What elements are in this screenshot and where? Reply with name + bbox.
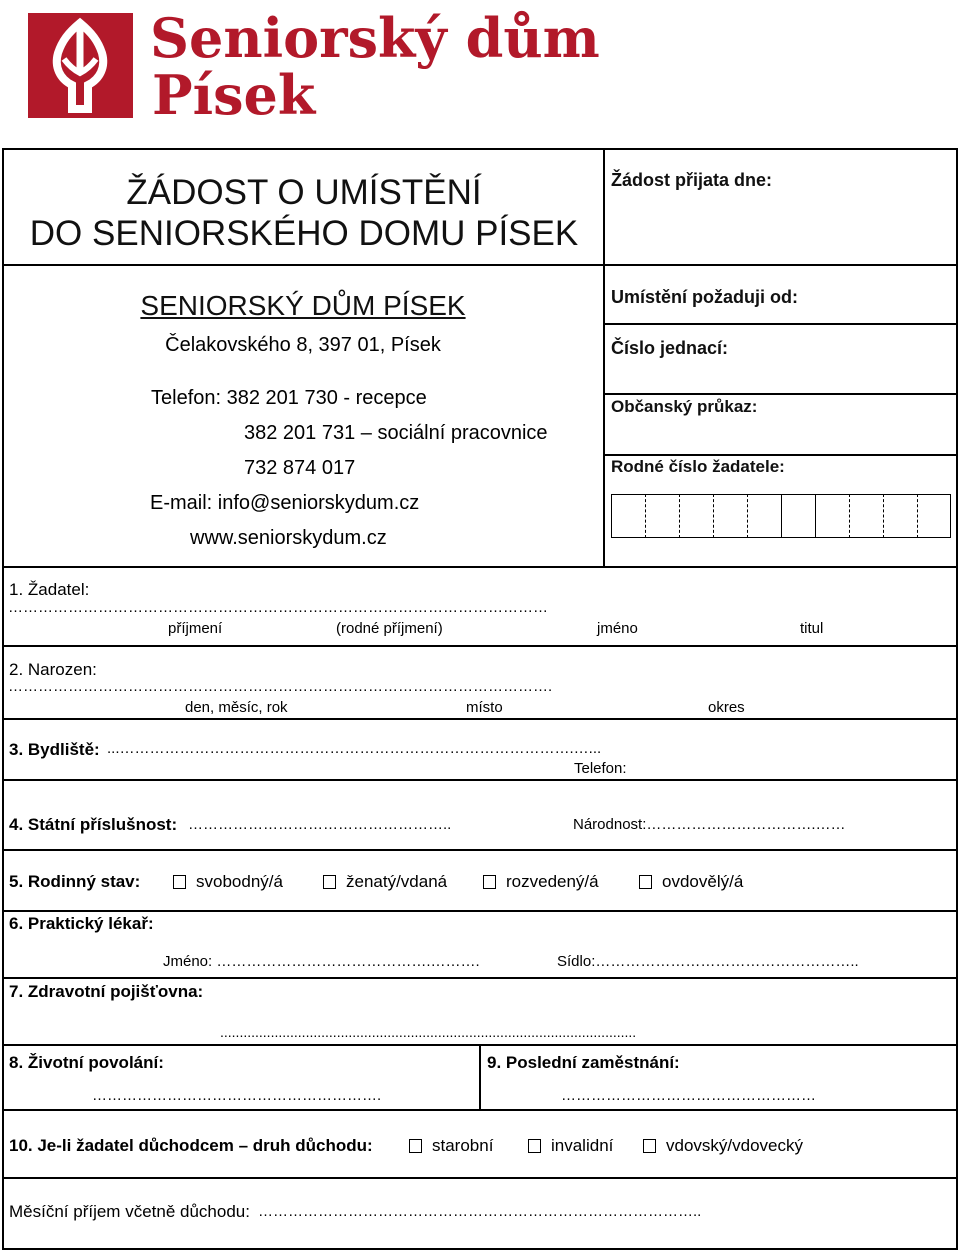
logo-mark [28,13,133,118]
checkbox[interactable] [643,1139,656,1153]
frame-bottom [2,1248,958,1250]
born-field[interactable]: ………………………………………………………………………………………………. [8,678,553,695]
frame-top [2,148,958,150]
last-employment-label: 9. Poslední zaměstnání: [487,1053,680,1072]
placement-from-label: Umístění požaduji od: [611,287,798,307]
phone-mobile: 732 874 017 [244,457,356,479]
checkbox[interactable] [173,875,186,889]
residence-field[interactable]: ...……………………………………………………………………………….…... [107,740,602,757]
pension-option-widow[interactable] [643,1136,803,1156]
phone-social: 382 201 731 – sociální pracovnice [244,422,548,444]
option-label: rozvedený/á [506,872,599,891]
marital-option-divorced[interactable] [483,872,599,892]
email[interactable]: E-mail: info@seniorskydum.cz [150,492,420,514]
checkbox[interactable] [323,875,336,889]
divider [603,454,958,456]
pension-option-disability[interactable] [528,1136,613,1156]
title-caption: titul [800,620,824,637]
first-name-caption: jméno [597,620,638,637]
checkbox[interactable] [528,1139,541,1153]
born-label: 2. Narozen: [9,660,97,679]
form-title-line2: DO SENIORSKÉHO DOMU PÍSEK [29,214,579,253]
marital-option-single[interactable] [173,872,283,892]
form-title [4,172,604,254]
phone-reception: Telefon: 382 201 730 - recepce [151,387,427,409]
received-date-label: Žádost přijata dne: [611,170,773,190]
applicant-label: 1. Žadatel: [9,580,90,599]
monthly-income-field[interactable]: …………………………………………………………………………….. [258,1203,702,1220]
option-label: ženatý/vdaná [346,872,448,891]
marital-option-widowed[interactable] [639,872,743,892]
divider [2,1109,958,1111]
phone-caption: Telefon: [574,760,627,777]
grid-cell [679,494,680,538]
applicant-field[interactable]: ……………………………………………………………………………………………… [8,599,548,616]
birth-number-label: Rodné číslo žadatele: [611,457,785,476]
marital-option-married[interactable] [323,872,447,892]
divider [603,323,958,325]
divider [603,393,958,395]
monthly-income-label: Měsíční příjem včetně důchodu: [9,1202,250,1221]
marital-status-label: 5. Rodinný stav: [9,872,141,891]
last-employment-field[interactable]: …………………………………………… [561,1087,816,1104]
divider [2,910,958,912]
insurance-label: 7. Zdravotní pojišťovna: [9,982,204,1001]
logo-line2: Písek [152,63,316,127]
frame-left [2,148,4,1250]
grid-cell [747,494,748,538]
reference-number-label: Číslo jednací: [611,338,729,358]
occupation-label: 8. Životní povolání: [9,1053,164,1072]
nationality-field[interactable]: Národnost:…………………………….…… [573,816,846,833]
checkbox[interactable] [639,875,652,889]
grid-cell [849,494,850,538]
divider [2,264,958,266]
date-caption: den, měsíc, rok [185,699,288,716]
grid-cell [917,494,918,538]
form-title-line1: ŽÁDOST O UMÍSTĚNÍ [126,173,482,212]
org-name: SENIORSKÝ DŮM PÍSEK [140,290,466,321]
logo-line1: Seniorský dům [150,6,600,70]
option-label: invalidní [551,1136,614,1155]
divider [2,1177,958,1179]
option-label: vdovský/vdovecký [666,1136,803,1155]
divider [479,1044,481,1110]
citizenship-field[interactable]: …………………………………………….. [188,816,452,833]
grid-cell [713,494,714,538]
checkbox[interactable] [483,875,496,889]
physician-seat-field[interactable]: Sídlo:…………………………………………….. [557,953,859,970]
grid-cell [781,494,782,538]
website[interactable]: www.seniorskydum.cz [190,527,387,549]
frame-right [956,148,958,1250]
divider [2,779,958,781]
citizenship-label: 4. Státní příslušnost: [9,815,178,834]
divider [2,977,958,979]
tulip-logo-icon [28,13,133,118]
physician-label: 6. Praktický lékař: [9,914,154,933]
id-card-label: Občanský průkaz: [611,397,758,416]
physician-name-field[interactable]: Jméno: …………………………………….………. [163,953,480,970]
pension-option-old-age[interactable] [409,1136,493,1156]
divider [2,718,958,720]
residence-label: 3. Bydliště: [9,740,100,759]
birth-surname-caption: (rodné příjmení) [336,620,443,637]
place-caption: místo [466,699,503,716]
org-address: Čelakovského 8, 397 01, Písek [165,334,441,356]
divider [2,645,958,647]
pension-type-label: 10. Je-li žadatel důchodcem – druh důchodu: [9,1136,373,1155]
checkbox[interactable] [409,1139,422,1153]
grid-cell [815,494,816,538]
grid-cell [883,494,884,538]
surname-caption: příjmení [168,620,223,637]
divider [2,566,958,568]
option-label: starobní [432,1136,494,1155]
divider [2,849,958,851]
occupation-field[interactable]: …………………………………………………. [92,1087,382,1104]
option-label: svobodný/á [196,872,283,891]
option-label: ovdovělý/á [662,872,744,891]
insurance-field[interactable]: ........................................................................................................... [220,1024,637,1040]
grid-cell [645,494,646,538]
district-caption: okres [708,699,745,716]
